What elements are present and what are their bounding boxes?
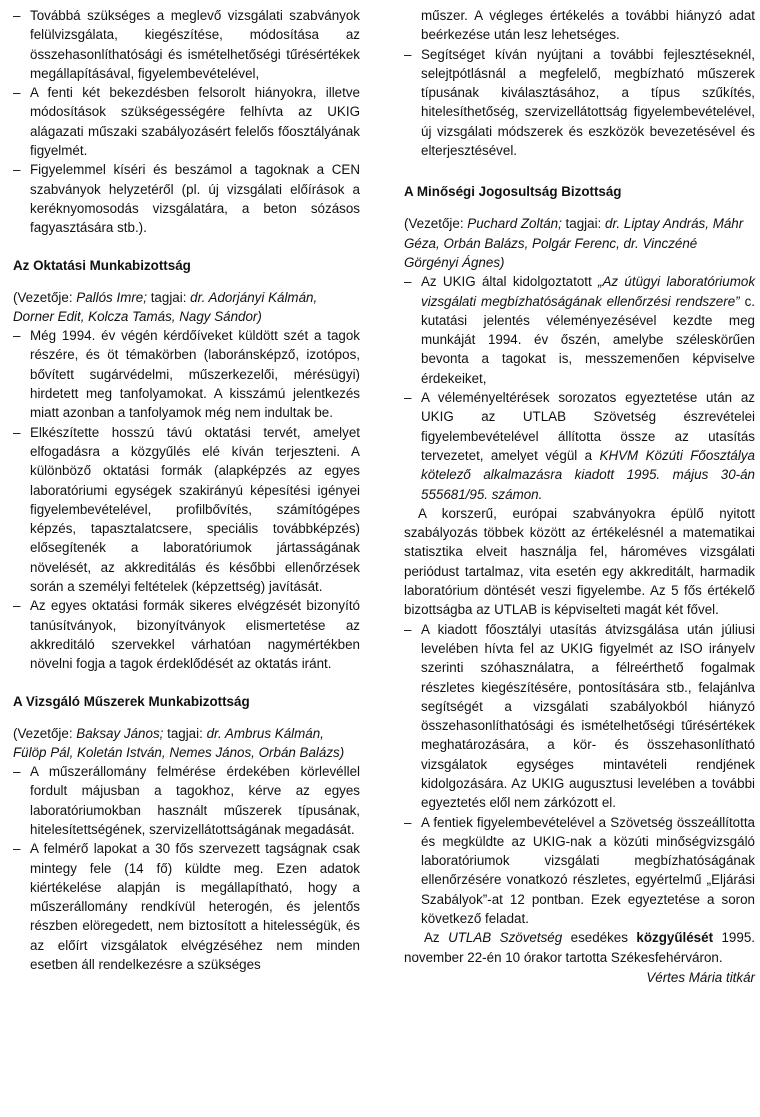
list-dash: –	[404, 46, 412, 62]
meta-prefix: (Vezetője:	[404, 216, 468, 232]
list-item	[404, 813, 755, 929]
list-dash: –	[404, 814, 412, 830]
section-heading-minosegi: A Minőségi Jogosultság Bizottság	[404, 184, 622, 200]
closing-text: esedékes	[562, 930, 637, 946]
regulation-reference: KHVM Közúti Főosztálya kötelező alkalmazásra kiadott 1995. május 30-án 555681/95. számon.	[421, 447, 755, 502]
list-item-text: Elkészítette hosszú távú oktatási tervét, amelyet elfogadásra a közgyűlés elé kíván terjeszteni. A különböző oktatási formák (alapképzés az egyes laboratóriumi egységek szakirányú képesítési igényei figyelembevételével, profilbővítés, számítógépes képzés, tapasztalatcsere, speciális továbbképzés) elősegítenék a laboratóriumok jártasságának növelését, az akkreditálás és későbbi ellenőrzések során a személyi feltételek (képzettség) javítását.	[30, 424, 360, 595]
list-item	[13, 596, 360, 673]
list-item-text: Az UKIG által kidolgoztatott	[421, 274, 599, 290]
meta-mid: tagjai:	[561, 216, 606, 232]
list-dash: –	[13, 162, 21, 178]
leader-name: Pallós Imre;	[76, 289, 147, 305]
list-item-text: c. kutatási jelentés véleményezésével kezdte meg munkáját 1994. év őszén, amelybe széleskörűen bevonta a tagokat is, messzemenően képviselve érdekeiket,	[421, 293, 755, 386]
meta-prefix: (Vezetője:	[13, 289, 77, 305]
section-heading-vizsgalo: A Vizsgáló Műszerek Munkabizottság	[13, 693, 250, 709]
leader-name: Puchard Zoltán;	[467, 216, 562, 232]
list-item-text: Továbbá szükséges a meglevő vizsgálati szabványok felülvizsgálata, kiegészítése, módosítása az összehasonlíthatósági és ismételhetőségi tűrésértékek megállapításával, figyelembevételével,	[30, 8, 360, 81]
member-names: dr. Ambrus Kálmán, Fülöp Pál, Koletán István, Nemes János, Orbán Balázs)	[13, 725, 345, 760]
assembly-term: közgyűlését	[636, 930, 714, 946]
list-dash: –	[13, 85, 21, 101]
closing-text: 1995. november 22-én 10 órakor tartotta Székesfehérváron.	[404, 930, 755, 965]
list-dash: –	[13, 764, 21, 780]
committee-members	[404, 214, 755, 272]
meta-mid: tagjai:	[163, 725, 207, 741]
list-dash: –	[13, 424, 21, 440]
list-dash: –	[404, 274, 412, 290]
report-title: „Az útügyi laboratóriumok vizsgálati megbízhatóságának ellenőrzési rendszere”	[421, 274, 756, 309]
left-column	[13, 6, 360, 974]
list-item	[13, 160, 360, 237]
leader-name: Baksay János;	[76, 725, 164, 741]
right-column	[404, 6, 755, 987]
list-item	[13, 83, 360, 160]
list-dash: –	[404, 621, 412, 637]
signature: Vértes Mária titkár	[646, 969, 755, 985]
section-heading-oktatasi: Az Oktatási Munkabizottság	[13, 257, 191, 273]
continued-text: műszer. A végleges értékelés a további hiányzó adat beérkezése után lesz lehetséges.	[421, 8, 755, 43]
list-item	[13, 6, 360, 83]
list-item	[13, 326, 360, 422]
closing-text: Az	[424, 930, 449, 946]
meta-prefix: (Vezetője:	[13, 725, 77, 741]
list-item	[404, 620, 755, 813]
member-names: dr. Adorjányi Kálmán, Dorner Edit, Kolcza Tamás, Nagy Sándor)	[13, 289, 318, 324]
list-item	[404, 388, 755, 504]
list-item-text: A fentiek figyelembevételével a Szövetség összeállította és megküldte az UKIG-nak a közúti minőségvizsgáló laboratóriumok vizsgálati megbízhatóságának ellenőrzésére vonatkozó részletes, egyértelmű „Eljárási Szabályok”-at 12 pontban. Ezek egyeztetése a soron következő feladat.	[421, 814, 755, 927]
list-item	[404, 272, 755, 388]
committee-members	[13, 724, 360, 763]
list-item	[404, 45, 755, 161]
list-item	[13, 423, 360, 597]
paragraph: A korszerű, európai szabványokra épülő nyitott szabályozás többek között az értékelésnél a matematikai statisztika elveit használja fel, hároméves vizsgálati periódust tartalmaz, vita esetén egy akkreditált, harmadik laboratórium döntését veszi figyelembe. Az 5 fős értékelő bizottságba az UTLAB is képviselteti magát két fővel.	[404, 505, 755, 618]
list-item-text: A műszerállomány felmérése érdekében körlevéllel fordult májusban a tagokhoz, kérve az egyes laboratóriumokban használt műszerek típusának, hitelesítettségének, szervizellátottságának megadását.	[30, 764, 360, 837]
list-item-text: A fenti két bekezdésben felsorolt hiányokra, illetve módosítások szükségességére felhívta az UKIG alágazati műszaki szabályozásért felelős főosztályának figyelmét.	[30, 85, 360, 159]
organization-name: UTLAB Szövetség	[448, 930, 563, 946]
list-item-text: Figyelemmel kíséri és beszámol a tagoknak a CEN szabványok helyzetéről (pl. új vizsgálati előírások a keréknyomosodás vizsgálatára, a beton sózásos fagyasztására stb.).	[30, 162, 360, 236]
committee-members	[13, 288, 360, 327]
list-dash: –	[13, 841, 21, 857]
list-dash: –	[13, 328, 21, 344]
list-item	[13, 762, 360, 839]
list-dash: –	[404, 390, 412, 406]
list-item-text: Segítséget kíván nyújtani a további fejlesztéseknél, selejtpótlásnál a megfelelő, megbízható műszerek típusának kiválasztásához, a típus szűkítés, hitelesíthetőség, szervizellátottság figyelembevételével, új vizsgálati módszerek és eszközök bevezetésével és elterjesztésével.	[421, 46, 755, 159]
closing-paragraph	[404, 928, 755, 967]
list-dash: –	[13, 8, 21, 23]
list-dash: –	[13, 598, 21, 614]
list-item-text: Még 1994. év végén kérdőíveket küldött szét a tagok részére, és öt témakörben (laboránsképző, izotópos, bővített sugárvédelmi, műszerkezelői, mérésügyi) hirdetett meg tanfolyamokat. A kisszámú jelentkezés miatt azonban a tanfolyamok még nem indultak be.	[30, 328, 360, 421]
list-item-text: A véleményeltérések sorozatos egyeztetése után az UKIG az UTLAB Szövetség észrevételei figyelembevételével állította össze az utasítás tervezetet, amelyet végül a	[421, 390, 755, 463]
list-item	[13, 839, 360, 974]
member-names: dr. Liptay András, Máhr Géza, Orbán Balázs, Polgár Ferenc, dr. Vinczéné Görgényi Ágnes)	[404, 216, 744, 270]
list-item-text: A felmérő lapokat a 30 fős szervezett tagságnak csak mintegy fele (14 fő) küldte meg. Ezen adatok kiértékelése alapján is megállapítható, hogy a műszerállomány rendkívül heterogén, és jelentős részben elöregedett, nem biztosított a hitelességük, és az előírt vizsgálatok elvégzéséhez nem minden esetben áll rendelkezésre a szükséges	[30, 841, 360, 973]
meta-mid: tagjai:	[146, 289, 191, 305]
list-item-text: Az egyes oktatási formák sikeres elvégzését bizonyító tanúsítványok, bizonyítványok elismertetése az akkreditáló szervekkel várhatóan nagymértékben növelni fogja a tagok érdeklődését az oktatás iránt.	[30, 598, 360, 672]
list-item-text: A kiadott főosztályi utasítás átvizsgálása után júliusi levelében hívta fel az UKIG figyelmét az ISO irányelv szerinti szóhasználatra, a félreérthető fogalmak részletes kiegészítésére, pontosítására stb., felajánlva segítségét a vizsgálati szabályokból hiányzó összehasonlíthatósági és ismételhetőségi tűrésértékek meghatározására, a kör- és összehasonlítható vizsgálatok egységes mintavételi rendjének kidolgozására. Az UKIG augusztusi levelében a további egyeztetés elől nem zárkózott el.	[421, 621, 755, 811]
